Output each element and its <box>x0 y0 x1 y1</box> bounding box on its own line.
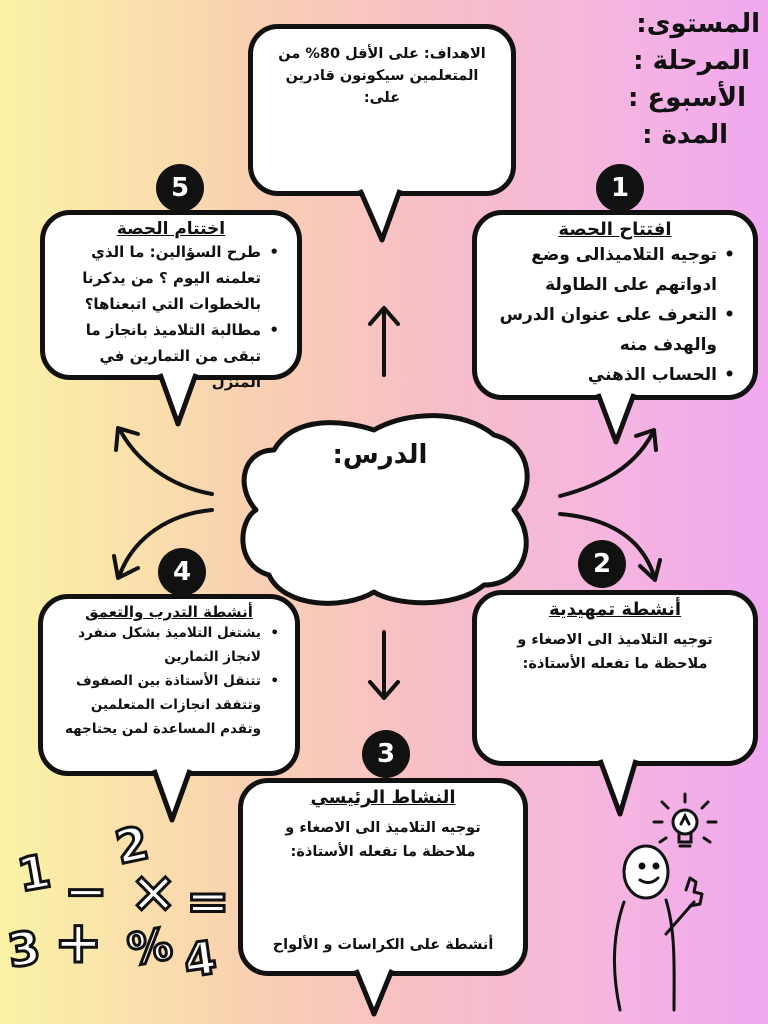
step-3-text: توجيه التلاميذ الى الاصغاء و ملاحظة ما تفعله الأستاذة: <box>285 820 481 860</box>
lesson-label: الدرس: <box>332 440 428 470</box>
math-digit-2: 2 <box>110 815 154 875</box>
step-5-bubble <box>40 210 302 391</box>
step-1-title: افتتاح الحصة <box>558 219 672 240</box>
step-5-point: • مطالبة التلاميذ بانجاز ما تبقى من التمارين في المنزل <box>59 317 261 395</box>
step-3-tail <box>352 968 402 1022</box>
step-2-text: توجيه التلاميذ الى الاصغاء و ملاحظة ما تفعله الأستاذة: <box>517 632 713 672</box>
step-4-point: • يشتغل التلاميذ بشكل منفرد لانجاز التمارين <box>55 621 261 669</box>
objectives-bubble <box>248 24 516 196</box>
step-4-title: أنشطة التدرب والتعمق <box>85 603 253 621</box>
math-digit-4: 4 <box>180 930 220 988</box>
math-minus: − <box>64 862 108 922</box>
objectives-text: الاهداف: على الأقل 80% من المتعلمين سيكونون قادرين على: <box>278 46 486 106</box>
step-5-number: 5 <box>156 164 204 212</box>
math-times: × <box>130 860 177 925</box>
step-2-number: 2 <box>578 540 626 588</box>
math-digit-3: 3 <box>4 920 44 978</box>
step-4-number: 4 <box>158 548 206 596</box>
step-3-footer: أنشطة على الكراسات و الألواح <box>272 937 494 953</box>
step-3-bubble <box>238 778 528 976</box>
step-1-number: 1 <box>596 164 644 212</box>
step-1-point: • التعرف على عنوان الدرس والهدف منه <box>491 300 717 360</box>
step-1-bubble <box>472 210 758 400</box>
step-1-point: • الحساب الذهني <box>491 360 717 390</box>
math-plus: + <box>54 908 103 976</box>
step-5-point: • طرح السؤالين: ما الذي تعلمنه اليوم ؟ من يدكرنا بالخطوات التي اتبعناها؟ <box>59 239 261 317</box>
math-doodles <box>0 810 240 1020</box>
math-percent: % <box>123 918 177 977</box>
step-2-tail <box>596 758 646 822</box>
step-2-title: أنشطة تمهيدية <box>548 599 682 620</box>
week-label: الأسبوع : <box>628 83 746 113</box>
step-3-title: النشاط الرئيسي <box>310 787 456 808</box>
math-equals: = <box>186 872 230 932</box>
step-2-bubble <box>472 590 758 766</box>
level-label: المستوى: <box>636 9 760 39</box>
header-info <box>628 6 760 154</box>
duration-label: المدة : <box>642 120 728 150</box>
stage-label: المرحلة : <box>633 46 750 76</box>
arrow-up-icon <box>364 300 404 380</box>
arrow-top-right-icon <box>556 424 666 504</box>
math-digit-1: 1 <box>13 843 55 903</box>
step-4-bubble <box>38 594 300 776</box>
step-1-point: • توجيه التلاميذالى وضع ادواتهم على الطاولة <box>491 240 717 300</box>
arrow-top-left-icon <box>108 420 218 500</box>
step-4-point: • تتنقل الأستاذة بين الصفوف وتتفقد انجازات المتعلمين وتقدم المساعدة لمن يحتاجهه <box>55 669 261 741</box>
step-3-number: 3 <box>362 730 410 778</box>
objectives-tail <box>356 188 416 248</box>
step-5-title: اختتام الحصة <box>116 219 226 239</box>
stick-figure-thumbs-up-icon <box>610 842 720 1012</box>
arrow-down-icon <box>364 628 404 708</box>
